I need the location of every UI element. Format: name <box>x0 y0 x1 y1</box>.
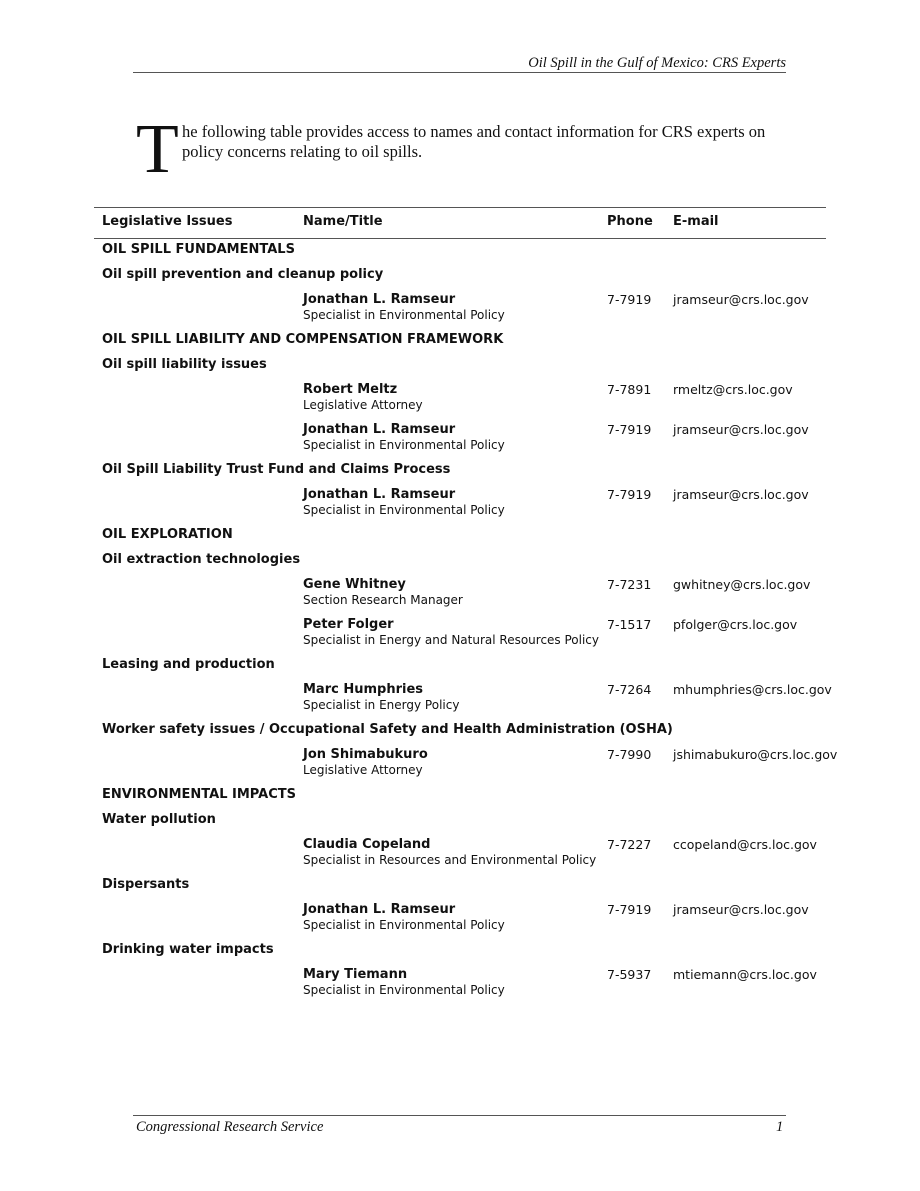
expert-email[interactable]: jramseur@crs.loc.gov <box>673 422 809 437</box>
expert-email[interactable]: jramseur@crs.loc.gov <box>673 487 809 502</box>
expert-phone: 7-7919 <box>607 292 652 307</box>
expert-email[interactable]: mtiemann@crs.loc.gov <box>673 967 817 982</box>
table-top-rule <box>94 207 826 208</box>
expert-name: Jonathan L. Ramseur <box>303 902 456 917</box>
section-heading: OIL SPILL LIABILITY AND COMPENSATION FRAMEWORK <box>102 332 504 347</box>
expert-name: Jonathan L. Ramseur <box>303 292 456 307</box>
header-rule <box>133 72 786 73</box>
expert-email[interactable]: mhumphries@crs.loc.gov <box>673 682 832 697</box>
section-heading: OIL EXPLORATION <box>102 527 233 542</box>
table-header-rule <box>94 238 826 239</box>
expert-title: Specialist in Environmental Policy <box>303 308 505 322</box>
intro-text <box>182 122 802 162</box>
expert-name: Jon Shimabukuro <box>303 747 428 762</box>
subsection-heading: Dispersants <box>102 877 190 892</box>
column-header-phone: Phone <box>607 214 653 229</box>
page-number: 1 <box>776 1119 784 1135</box>
expert-email[interactable]: gwhitney@crs.loc.gov <box>673 577 811 592</box>
expert-email[interactable]: jramseur@crs.loc.gov <box>673 902 809 917</box>
footer-publisher: Congressional Research Service <box>136 1119 324 1135</box>
subsection-heading: Oil extraction technologies <box>102 552 301 567</box>
column-header-issues: Legislative Issues <box>102 214 233 229</box>
expert-phone: 7-7227 <box>607 837 652 852</box>
expert-title: Section Research Manager <box>303 593 463 607</box>
expert-email[interactable]: pfolger@crs.loc.gov <box>673 617 798 632</box>
column-header-name: Name/Title <box>303 214 383 229</box>
expert-name: Marc Humphries <box>303 682 424 697</box>
subsection-heading: Oil Spill Liability Trust Fund and Claims Process <box>102 462 451 477</box>
expert-phone: 7-7919 <box>607 422 652 437</box>
expert-title: Specialist in Environmental Policy <box>303 438 505 452</box>
section-heading: ENVIRONMENTAL IMPACTS <box>102 787 296 802</box>
expert-name: Claudia Copeland <box>303 837 431 852</box>
section-heading: OIL SPILL FUNDAMENTALS <box>102 242 295 257</box>
expert-phone: 7-1517 <box>607 617 652 632</box>
subsection-heading: Oil spill liability issues <box>102 357 267 372</box>
expert-phone: 7-7919 <box>607 902 652 917</box>
expert-name: Mary Tiemann <box>303 967 408 982</box>
intro-line-1: he following table provides access to names and contact information for CRS experts on <box>182 122 766 141</box>
expert-name: Jonathan L. Ramseur <box>303 422 456 437</box>
expert-title: Specialist in Energy Policy <box>303 698 460 712</box>
expert-name: Jonathan L. Ramseur <box>303 487 456 502</box>
expert-name: Gene Whitney <box>303 577 406 592</box>
expert-email[interactable]: ccopeland@crs.loc.gov <box>673 837 817 852</box>
footer-rule <box>133 1115 786 1116</box>
expert-phone: 7-5937 <box>607 967 652 982</box>
expert-phone: 7-7919 <box>607 487 652 502</box>
column-header-email: E-mail <box>673 214 719 229</box>
drop-cap: T <box>136 111 179 188</box>
subsection-heading: Oil spill prevention and cleanup policy <box>102 267 384 282</box>
subsection-heading: Water pollution <box>102 812 216 827</box>
expert-phone: 7-7891 <box>607 382 652 397</box>
expert-phone: 7-7231 <box>607 577 652 592</box>
expert-title: Legislative Attorney <box>303 398 423 412</box>
subsection-heading: Drinking water impacts <box>102 942 274 957</box>
expert-phone: 7-7990 <box>607 747 652 762</box>
expert-title: Legislative Attorney <box>303 763 423 777</box>
expert-title: Specialist in Energy and Natural Resources Policy <box>303 633 600 647</box>
expert-title: Specialist in Environmental Policy <box>303 503 505 517</box>
subsection-heading: Leasing and production <box>102 657 275 672</box>
expert-phone: 7-7264 <box>607 682 652 697</box>
intro-line-2: policy concerns relating to oil spills. <box>182 142 423 161</box>
expert-title: Specialist in Resources and Environmental Policy <box>303 853 597 867</box>
running-title: Oil Spill in the Gulf of Mexico: CRS Experts <box>528 55 786 71</box>
expert-email[interactable]: rmeltz@crs.loc.gov <box>673 382 793 397</box>
subsection-heading: Worker safety issues / Occupational Safety and Health Administration (OSHA) <box>102 722 673 737</box>
expert-email[interactable]: jramseur@crs.loc.gov <box>673 292 809 307</box>
expert-title: Specialist in Environmental Policy <box>303 918 505 932</box>
expert-name: Robert Meltz <box>303 382 398 397</box>
expert-email[interactable]: jshimabukuro@crs.loc.gov <box>673 747 838 762</box>
expert-name: Peter Folger <box>303 617 394 632</box>
expert-title: Specialist in Environmental Policy <box>303 983 505 997</box>
